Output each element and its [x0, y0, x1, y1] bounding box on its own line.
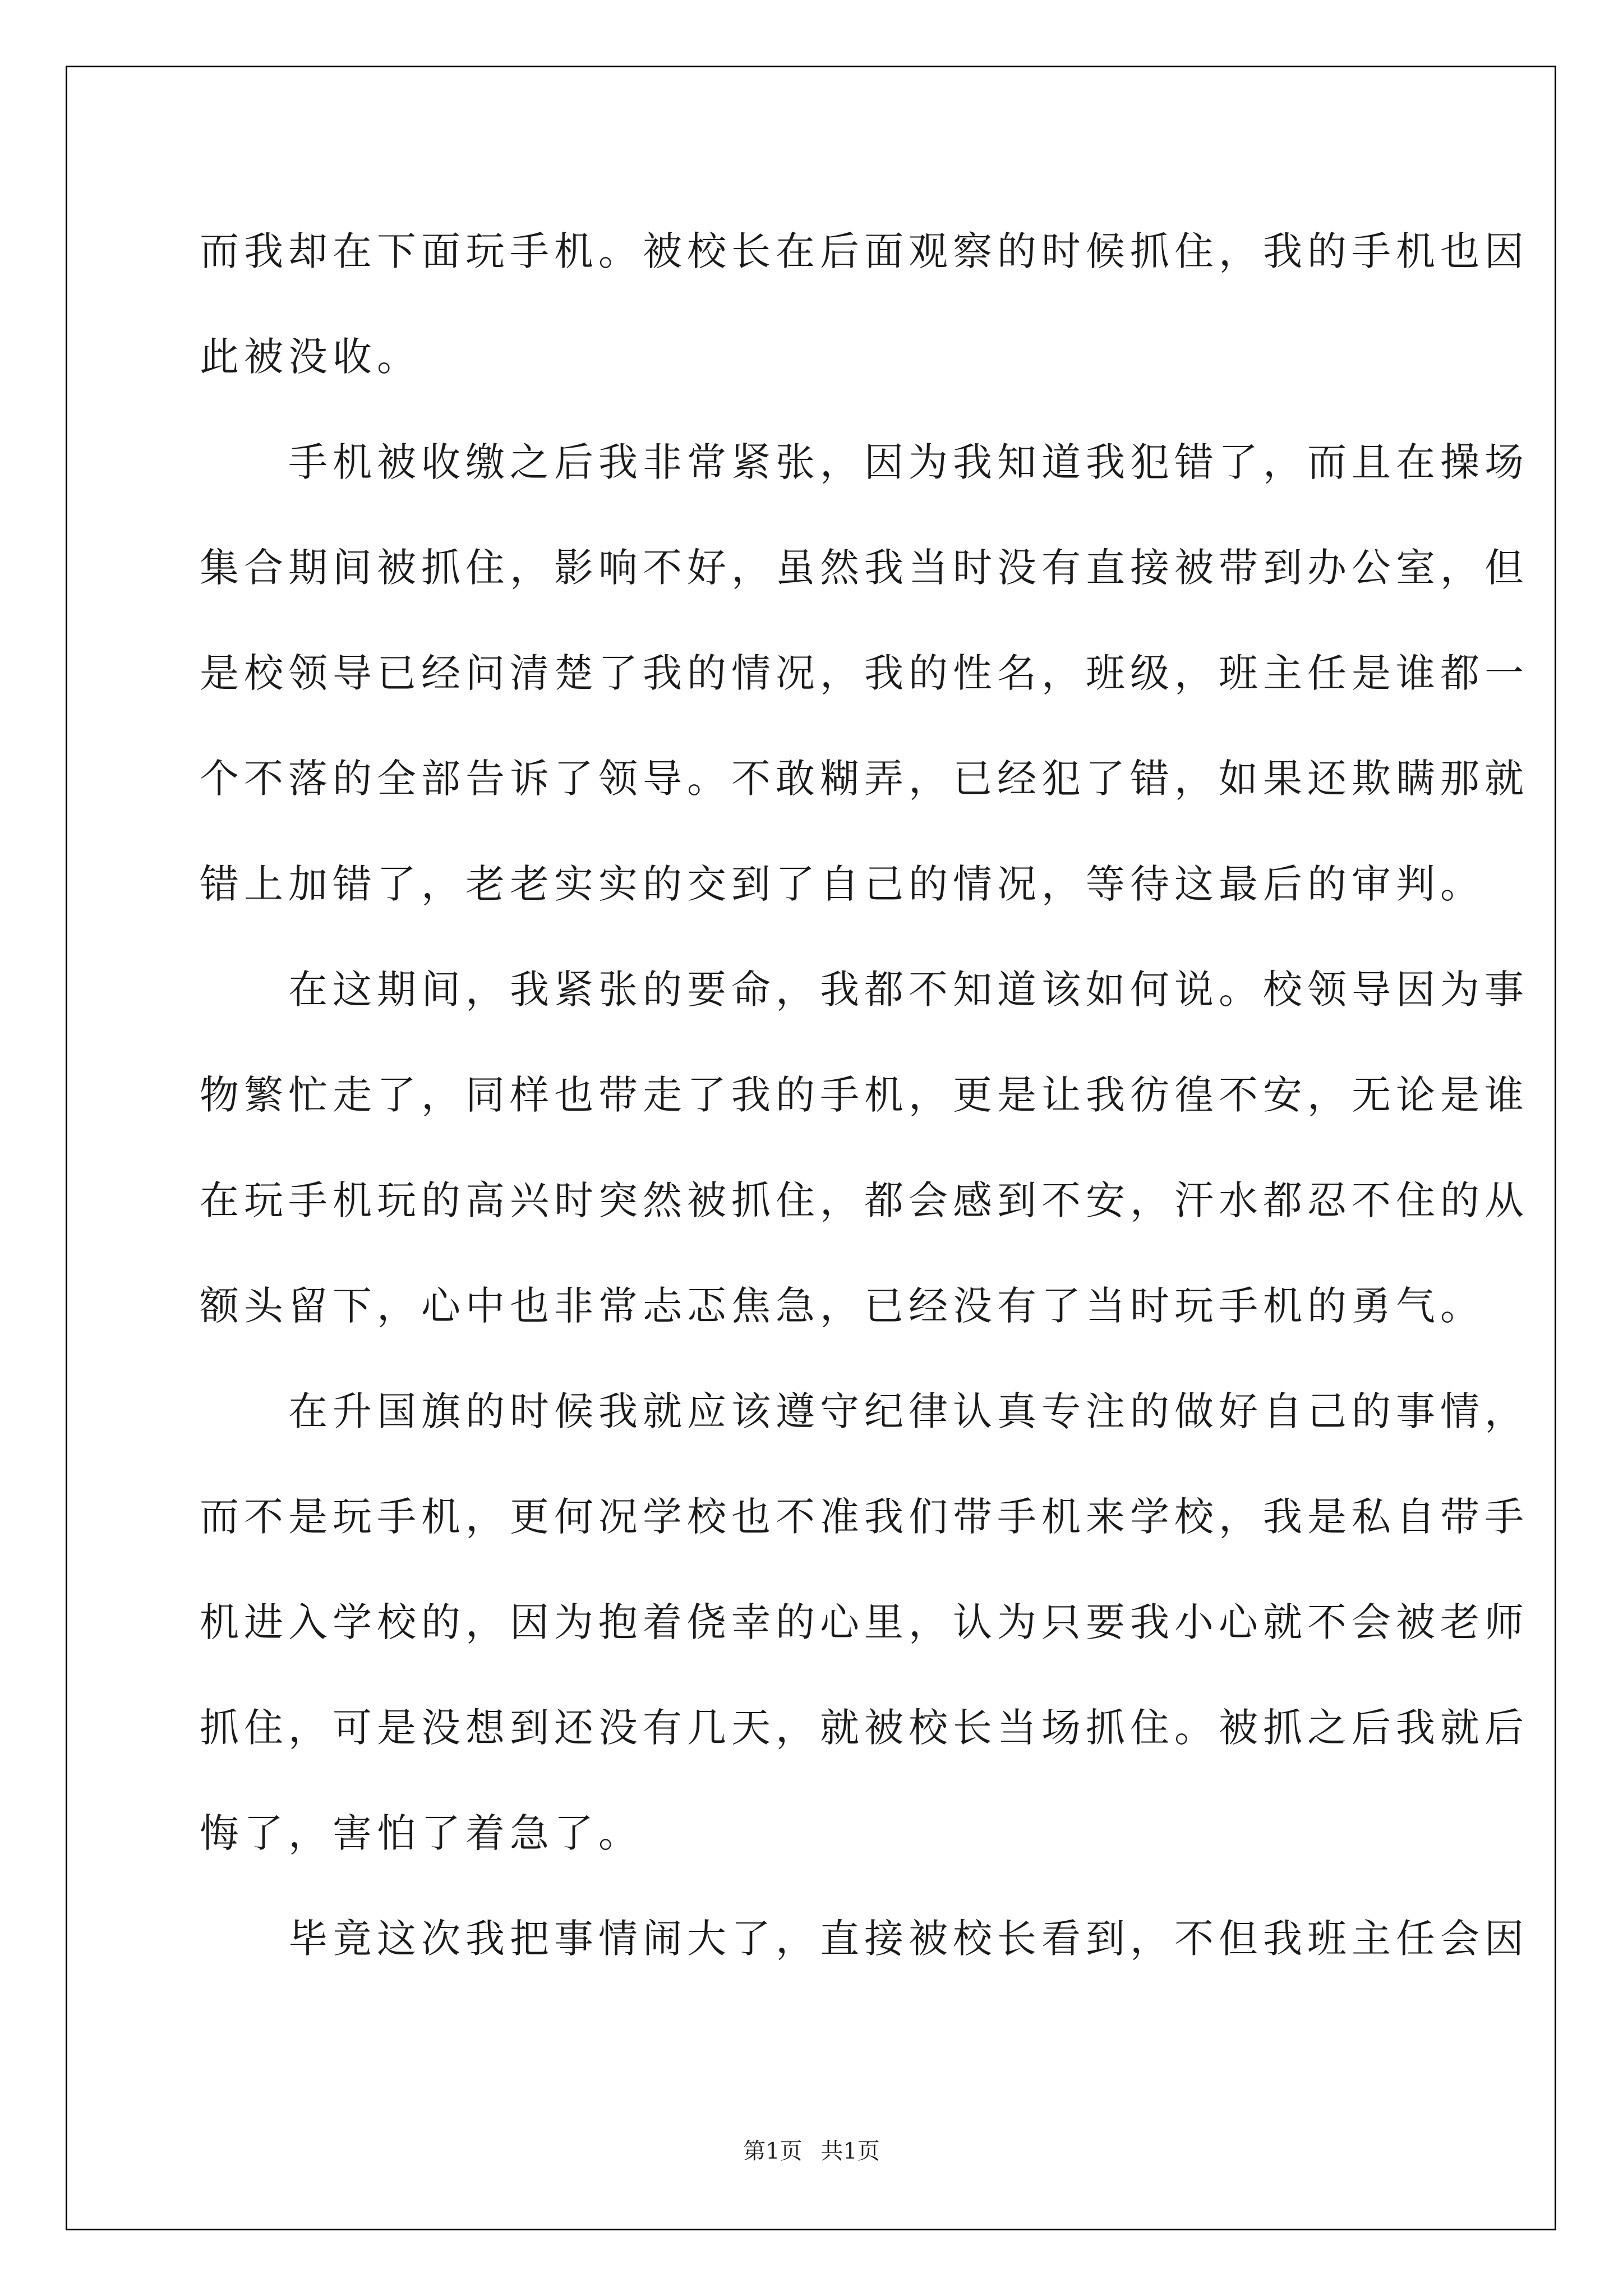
text-line: 此被没收。	[200, 334, 421, 380]
text-line: 集合期间被抓住，影响不好，虽然我当时没有直接被带到办公室，但	[200, 545, 1529, 591]
text-line: 个不落的全部告诉了领导。不敢糊弄，已经犯了错，如果还欺瞒那就	[200, 756, 1529, 802]
text-line: 在玩手机玩的高兴时突然被抓住，都会感到不安，汗水都忍不住的从	[200, 1177, 1529, 1223]
text-line: 在升国旗的时候我就应该遵守纪律认真专注的做好自己的事情，	[200, 1388, 1529, 1434]
text-line: 错上加错了，老老实实的交到了自己的情况，等待这最后的审判。	[200, 861, 1484, 907]
text-line: 是校领导已经问清楚了我的情况，我的性名，班级，班主任是谁都一	[200, 650, 1529, 696]
text-line: 而我却在下面玩手机。被校长在后面观察的时候抓住，我的手机也因	[200, 228, 1529, 274]
text-line: 悔了，害怕了着急了。	[200, 1810, 643, 1856]
page-number-current: 第1页	[743, 2138, 803, 2164]
page-number-total: 共1页	[820, 2138, 880, 2164]
text-line: 手机被收缴之后我非常紧张，因为我知道我犯错了，而且在操场	[200, 439, 1529, 485]
page-border	[66, 66, 1556, 2230]
text-line: 在这期间，我紧张的要命，我都不知道该如何说。校领导因为事	[200, 967, 1529, 1013]
text-line: 机进入学校的，因为抱着侥幸的心里，认为只要我小心就不会被老师	[200, 1599, 1529, 1645]
text-line: 物繁忙走了，同样也带走了我的手机，更是让我彷徨不安，无论是谁	[200, 1072, 1529, 1118]
text-line: 而不是玩手机，更何况学校也不准我们带手机来学校，我是私自带手	[200, 1494, 1529, 1540]
text-line: 抓住，可是没想到还没有几天，就被校长当场抓住。被抓之后我就后	[200, 1705, 1529, 1751]
page-footer	[0, 2133, 1623, 2165]
text-line: 额头留下，心中也非常忐忑焦急，已经没有了当时玩手机的勇气。	[200, 1283, 1484, 1329]
text-line: 毕竟这次我把事情闹大了，直接被校长看到，不但我班主任会因	[200, 1916, 1529, 1962]
